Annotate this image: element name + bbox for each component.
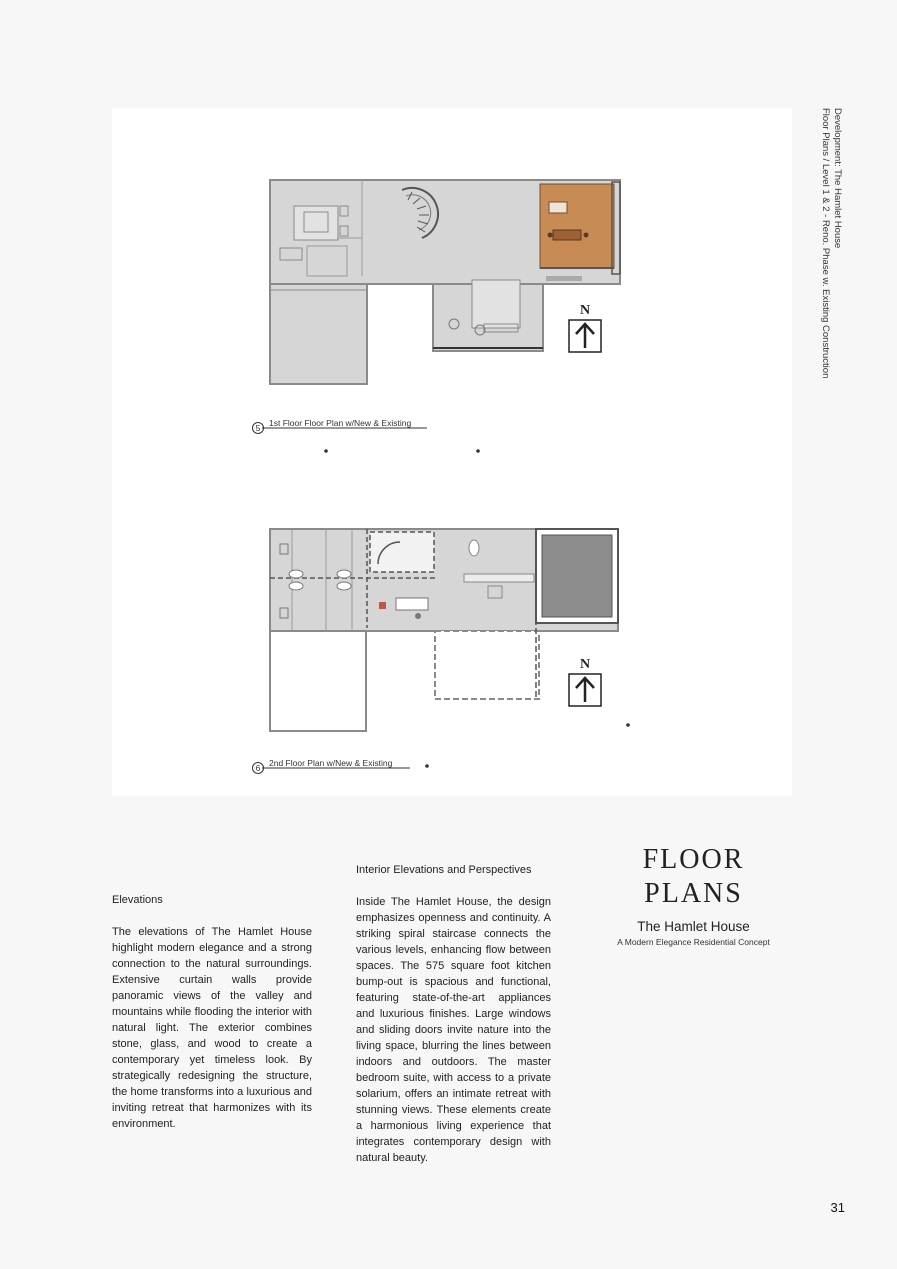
plan-label-second: 2nd Floor Plan w/New & Existing xyxy=(269,758,393,768)
second-floor-plan xyxy=(253,529,630,774)
elevations-section xyxy=(112,892,312,1132)
side-caption xyxy=(803,108,843,388)
floor-plan-drawing xyxy=(112,108,792,796)
north-label-second: N xyxy=(579,657,591,672)
floor-plan-panel xyxy=(112,108,792,796)
project-tagline: A Modern Elegance Residential Concept xyxy=(617,937,770,947)
plan-number-second: 6 xyxy=(255,763,261,773)
north-arrow-first xyxy=(569,303,601,352)
interior-heading: Interior Elevations and Perspectives xyxy=(356,864,532,876)
side-caption-line1: Development: The Hamlet House xyxy=(832,108,843,249)
north-label-first: N xyxy=(579,303,591,318)
interior-body: Inside The Hamlet House, the design emphasizes openness and continuity. A striking spiral staircase connects the various levels, enhancing flow between spaces. The 575 square foot kitchen bump-out is spacious and functional, featuring state-of-the-art appliances and luxurious finishes. Large windows and sliding doors invite nature into the living space, blurring the lines between indoors and outdoors. The master bedroom suite, with access to a private solarium, offers an intimate retreat with stunning views. These elements create a harmonious living experience that integrates contemporary design with natural beauty. xyxy=(356,896,551,1164)
elevations-heading: Elevations xyxy=(112,894,163,906)
page-number: 31 xyxy=(830,1200,845,1215)
first-floor-plan xyxy=(253,180,621,453)
plan-number-first: 5 xyxy=(255,423,261,433)
project-subtitle: The Hamlet House xyxy=(637,919,750,934)
page-title-line2: PLANS xyxy=(644,878,743,909)
side-caption-line2: Floor Plans / Level 1 & 2 - Reno. Phase w. Existing Construction xyxy=(820,108,831,379)
interior-section xyxy=(356,862,551,1166)
title-block xyxy=(596,843,791,947)
north-arrow-second xyxy=(569,657,601,706)
page-title-line1: FLOOR xyxy=(642,844,745,875)
elevations-body: The elevations of The Hamlet House highlight modern elegance and a strong connection to the natural surroundings. Extensive curtain walls provide panoramic views of the valley and mountains while flooding the interior with natural light. The exterior combines stone, glass, and wood to create a contemporary yet timeless look. By strategically redesigning the structure, the home transforms into a luxurious and inviting retreat that harmonizes with its environment. xyxy=(112,926,312,1130)
plan-label-first: 1st Floor Floor Plan w/New & Existing xyxy=(269,418,412,428)
